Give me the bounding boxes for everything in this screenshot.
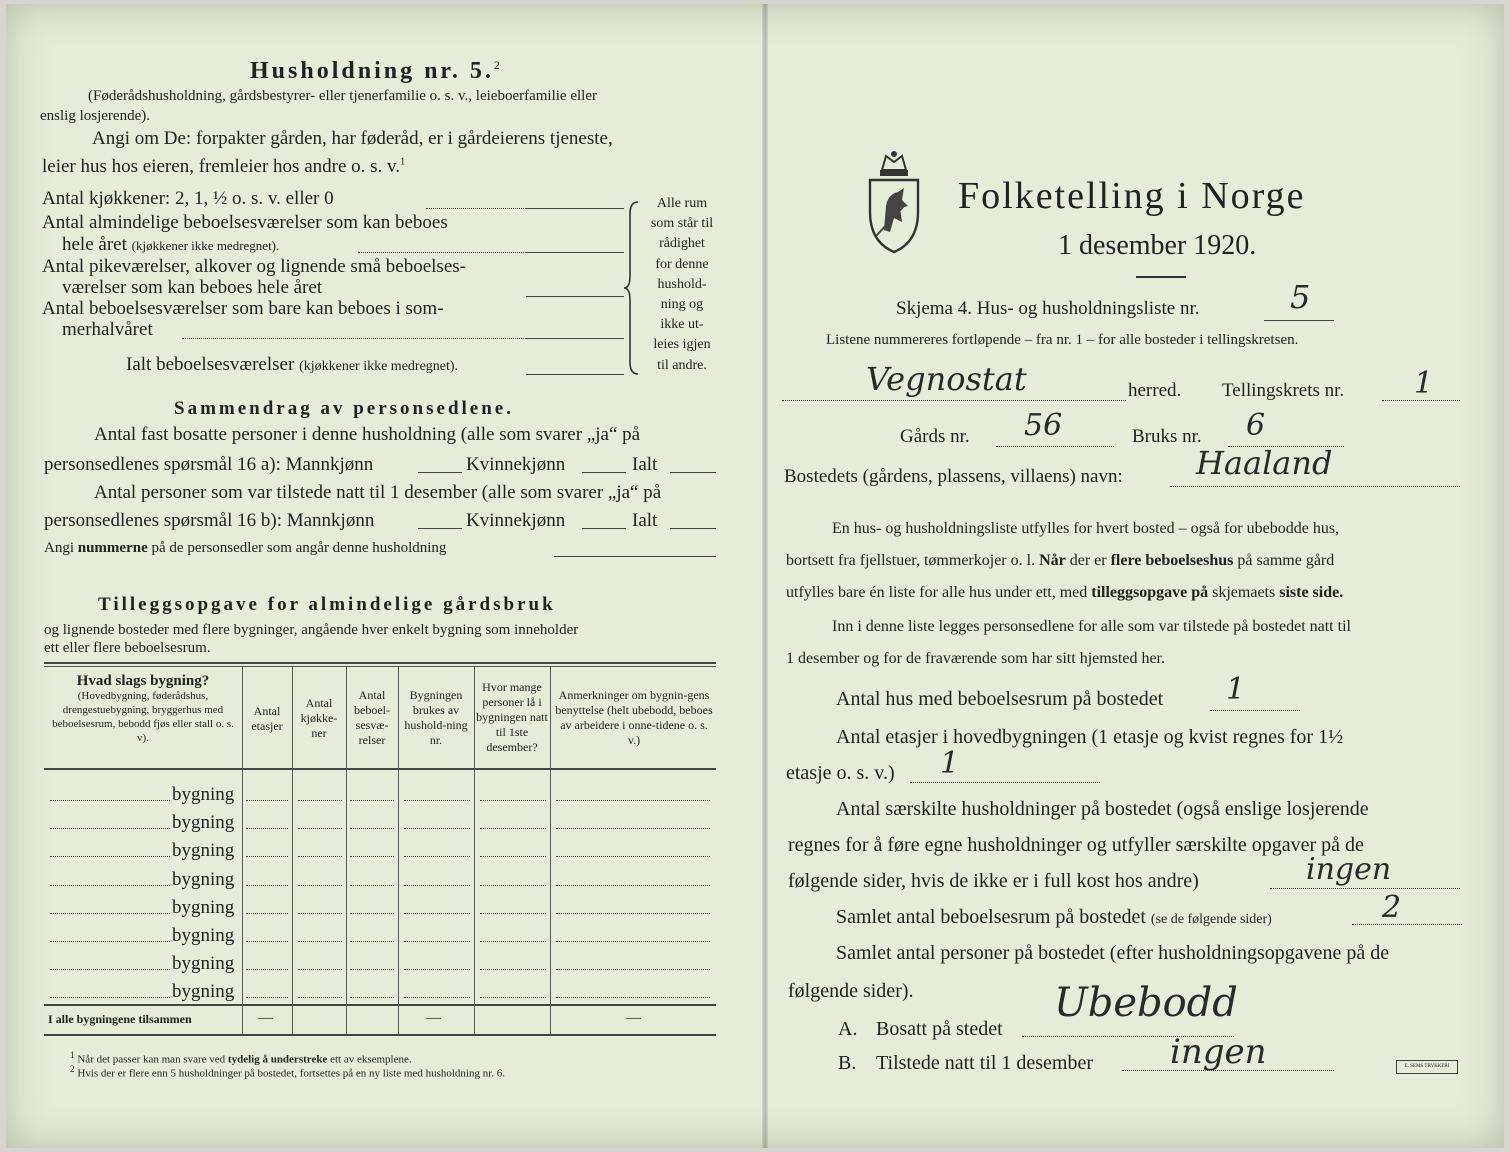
table-cell-answer-line bbox=[298, 969, 342, 970]
table-header-rule bbox=[44, 768, 716, 770]
brace-note-line: hushold- bbox=[657, 276, 707, 292]
tellingskrets-label: Tellingskrets nr. bbox=[1222, 380, 1345, 401]
table-cell-answer-line bbox=[404, 885, 470, 886]
room-line-small-answer bbox=[526, 296, 624, 297]
table-cell-answer-line bbox=[480, 997, 546, 998]
printer-stamp-text: E. SEMS TRYKKERI bbox=[1404, 1064, 1450, 1069]
summary-line-2b bbox=[44, 510, 374, 532]
total-dash-anmerkninger: — bbox=[626, 1010, 641, 1026]
herred-label: herred. bbox=[1128, 380, 1182, 401]
tilstede-label: B. bbox=[838, 1052, 857, 1074]
tellingskrets-value: 1 bbox=[1414, 366, 1434, 401]
table-col-divider bbox=[550, 666, 551, 1034]
bosted-answer-line bbox=[1170, 486, 1460, 487]
saerskilte-line-c: følgende sider, hvis de ikke er i full kost hos andre) bbox=[788, 870, 1199, 892]
samlet-rum-answer-line bbox=[1352, 924, 1462, 925]
room-line-ordinary-2-note: (kjøkkener ikke medregnet). bbox=[131, 238, 280, 253]
household-intro-2: enslig losjerende). bbox=[40, 108, 150, 124]
para1c-mid: skjemaets bbox=[1212, 584, 1276, 601]
page-fold bbox=[762, 4, 768, 1148]
table-cell-answer-line bbox=[350, 941, 394, 942]
ialt-2-answer bbox=[670, 528, 716, 529]
ialt-rooms-answer bbox=[526, 374, 624, 375]
footnote-1-bold: tydelig å understreke bbox=[227, 1053, 328, 1066]
samlet-rum-value: 2 bbox=[1382, 890, 1402, 925]
household-intro-1: (Føderådshusholdning, gårdsbestyrer- eller tjenerfamilie o. s. v., leieboerfamilie eller bbox=[88, 88, 597, 104]
ialt-rooms-note: (kjøkkener ikke medregnet). bbox=[299, 359, 459, 374]
table-cell-answer-line bbox=[556, 885, 710, 886]
para1-line-b bbox=[786, 552, 1334, 570]
brace-note-line: Alle rum bbox=[656, 196, 708, 211]
table-cell-answer-line bbox=[298, 856, 342, 857]
room-line-kitchens: Antal kjøkkener: 2, 1, ½ o. s. v. eller 0 bbox=[42, 188, 334, 209]
col-header-beboelsesvaerelser: Antal beboel-sesvæ-relser bbox=[354, 688, 390, 747]
herred-value: Vegnostat bbox=[866, 360, 1027, 398]
etasjer-value: 1 bbox=[940, 746, 960, 781]
samlet-pers-line-a: Samlet antal personer på bostedet (efter husholdningsopgavene på de bbox=[836, 942, 1390, 964]
col-header-husholdning: Bygningen brukes av hushold-ning nr. bbox=[404, 688, 468, 747]
bygning-label: bygning bbox=[172, 869, 235, 890]
para1c-bold2: siste side. bbox=[1279, 584, 1344, 601]
table-cell-answer-line bbox=[246, 856, 288, 857]
skjema-text: Skjema 4. Hus- og husholdningsliste nr. bbox=[896, 298, 1200, 319]
para2-line-b: 1 desember og for de fraværende som har sitt hjemsted her. bbox=[786, 650, 1165, 667]
table-bottom-rule bbox=[44, 1034, 716, 1036]
table-col-divider bbox=[242, 666, 243, 1034]
kvinne-2-answer bbox=[582, 528, 626, 529]
table-cell-answer-line bbox=[298, 885, 342, 886]
table-top-rule-2 bbox=[44, 666, 716, 667]
ialt-2-label: Ialt bbox=[632, 510, 658, 531]
col-header-anmerkninger: Anmerkninger om bygnin-gens benyttelse (helt ubebodd, beboes av arbeidere i onne-tidene o. s. v.) bbox=[555, 688, 713, 747]
etasjer-answer-line bbox=[910, 782, 1100, 783]
printer-stamp bbox=[1396, 1060, 1458, 1074]
table-cell-answer-line bbox=[556, 828, 710, 829]
room-line-ordinary-2-text: hele året bbox=[62, 234, 127, 255]
etasjer-line-a: Antal etasjer i hovedbygningen (1 etasje og kvist regnes for 1½ bbox=[836, 726, 1344, 748]
summary-heading: Sammendrag av personsedlene. bbox=[174, 398, 514, 419]
table-cell-answer-line bbox=[246, 913, 288, 914]
table-cell-answer-line bbox=[246, 941, 288, 942]
footnote-2-num: 2 bbox=[70, 1064, 75, 1074]
table-cell-answer-line bbox=[350, 856, 394, 857]
bygning-answer-line bbox=[50, 941, 170, 942]
samlet-rum-note: (se de følgende sider) bbox=[1150, 912, 1272, 927]
bygning-label: bygning bbox=[172, 981, 235, 1002]
table-cell-answer-line bbox=[350, 800, 394, 801]
table-cell-answer-line bbox=[480, 913, 546, 914]
summary-line-1b bbox=[44, 454, 373, 476]
nummerne-answer bbox=[554, 556, 716, 557]
norway-coat-of-arms-icon bbox=[864, 146, 924, 256]
table-cell-answer-line bbox=[480, 856, 546, 857]
nummerne-post: på de personsedler som angår denne husholdning bbox=[151, 540, 447, 556]
table-cell-answer-line bbox=[556, 969, 710, 970]
para1-line-a: En hus- og husholdningsliste utfylles for hvert bosted – også for ubebodde hus, bbox=[832, 520, 1340, 537]
angi-sup: 1 bbox=[400, 156, 406, 168]
bygning-label: bygning bbox=[172, 953, 235, 974]
bosatt-text: Bosatt på stedet bbox=[876, 1018, 1003, 1040]
footnote-2 bbox=[70, 1064, 505, 1080]
tilstede-value: ingen bbox=[1170, 1032, 1267, 1072]
room-line-ordinary-2 bbox=[62, 234, 279, 256]
listene-line: Listene nummereres fortløpende – fra nr. 1 – for alle bosteder i tellingskretsen. bbox=[826, 332, 1299, 348]
brace-note-line: rådighet bbox=[659, 236, 705, 252]
table-cell-answer-line bbox=[298, 800, 342, 801]
room-line-summer-dots bbox=[182, 338, 526, 339]
table-cell-answer-line bbox=[246, 828, 288, 829]
table-cell-answer-line bbox=[246, 997, 288, 998]
bygning-answer-line bbox=[50, 800, 170, 801]
tillegg-heading: Tilleggsopgave for almindelige gårdsbruk bbox=[98, 594, 556, 615]
nummerne-bold: nummerne bbox=[77, 540, 148, 556]
bygning-label: bygning bbox=[172, 812, 235, 833]
footnote-1-post: ett av eksemplene. bbox=[330, 1053, 412, 1066]
table-cell-answer-line bbox=[556, 856, 710, 857]
table-cell-answer-line bbox=[246, 800, 288, 801]
room-line-small-2: værelser som kan beboes hele året bbox=[62, 277, 323, 298]
table-cell-answer-line bbox=[350, 828, 394, 829]
samlet-rum-text: Samlet antal beboelsesrum på bostedet bbox=[836, 906, 1146, 928]
footnote-2-text: Hvis der er flere enn 5 husholdninger på bostedet, fortsettes på en ny liste med husholdning nr. 6. bbox=[77, 1067, 506, 1080]
tillegg-line-1: og lignende bosteder med flere bygninger, angående hver enkelt bygning som inneholder bbox=[44, 622, 579, 638]
room-line-ordinary: Antal almindelige beboelsesværelser som kan beboes bbox=[42, 212, 448, 233]
table-cell-answer-line bbox=[556, 913, 710, 914]
summary-2b-text: personsedlenes spørsmål 16 b): Mannkjønn bbox=[44, 510, 375, 531]
bruks-label: Bruks nr. bbox=[1132, 426, 1202, 447]
table-cell-answer-line bbox=[556, 997, 710, 998]
room-line-summer-2: merhalvåret bbox=[62, 319, 153, 340]
room-line-summer: Antal beboelsesværelser som bare kan beboes i som- bbox=[42, 298, 444, 319]
summary-line-2a: Antal personer som var tilstede natt til 1 desember (alle som svarer „ja“ på bbox=[94, 482, 662, 503]
para1c-pre: utfylles bare én liste for alle hus under ett, med bbox=[786, 584, 1088, 601]
herred-answer-line bbox=[782, 400, 1126, 401]
bygning-answer-line bbox=[50, 885, 170, 886]
saerskilte-line-b: regnes for å føre egne husholdninger og utfyller særskilte opgaver på de bbox=[788, 834, 1364, 856]
ialt-rooms bbox=[126, 354, 458, 376]
table-col-divider bbox=[398, 666, 399, 1034]
nummerne-line bbox=[44, 540, 446, 557]
col-header-kjokkener: Antal kjøkke-ner bbox=[300, 696, 338, 740]
brace-note bbox=[642, 194, 722, 376]
bygning-answer-line bbox=[50, 856, 170, 857]
bygning-answer-line bbox=[50, 997, 170, 998]
bosatt-value: Ubebodd bbox=[1054, 980, 1238, 1026]
table-cell-answer-line bbox=[404, 913, 470, 914]
etasjer-line-b: etasje o. s. v.) bbox=[786, 762, 895, 784]
summary-1b-text: personsedlenes spørsmål 16 a): Mannkjønn bbox=[44, 454, 374, 475]
tillegg-line-2: ett eller flere beboelsesrum. bbox=[44, 640, 211, 656]
table-total-rule bbox=[44, 1004, 716, 1006]
title-rule bbox=[1136, 276, 1186, 278]
table-cell-answer-line bbox=[404, 828, 470, 829]
footnote-1-num: 1 bbox=[70, 1050, 75, 1060]
gards-answer-line bbox=[996, 446, 1114, 447]
table-cell-answer-line bbox=[404, 800, 470, 801]
table-cell-answer-line bbox=[298, 828, 342, 829]
para1b-post: på samme gård bbox=[1237, 552, 1335, 569]
bygning-answer-line bbox=[50, 828, 170, 829]
brace-note-line: som står til bbox=[650, 216, 714, 232]
antal-hus-answer-line bbox=[1210, 710, 1300, 711]
bygning-answer-line bbox=[50, 913, 170, 914]
table-cell-answer-line bbox=[246, 885, 288, 886]
angi-line-2 bbox=[42, 156, 405, 178]
room-line-kitchens-answer bbox=[526, 208, 624, 209]
table-col-divider bbox=[346, 666, 347, 1034]
census-form-sheet bbox=[6, 4, 1504, 1148]
ialt-1-label: Ialt bbox=[632, 454, 658, 475]
table-cell-answer-line bbox=[480, 969, 546, 970]
gards-label: Gårds nr. bbox=[900, 426, 970, 447]
skjema-line bbox=[896, 298, 1199, 320]
kvinne-2-label: Kvinnekjønn bbox=[466, 510, 566, 531]
saerskilte-answer-line bbox=[1270, 888, 1460, 889]
antal-hus-label: Antal hus med beboelsesrum på bostedet bbox=[836, 688, 1164, 710]
antal-hus-value: 1 bbox=[1226, 672, 1246, 707]
table-cell-answer-line bbox=[404, 997, 470, 998]
para1b-mid: der er bbox=[1069, 552, 1107, 569]
tilstede-text: Tilstede natt til 1 desember bbox=[876, 1052, 1094, 1074]
bygning-label: bygning bbox=[172, 925, 235, 946]
col-header-building-title: Hvad slags bygning? bbox=[76, 673, 210, 689]
household-heading bbox=[250, 58, 500, 85]
kvinne-1-label: Kvinnekjønn bbox=[466, 454, 566, 475]
col-header-building-sub: (Hovedbygning, føderådshus, drengestuebygning, bryggerhus med beboelsesrum, bebodd fjøs eller stall o. s. v). bbox=[52, 690, 234, 744]
table-cell-answer-line bbox=[350, 997, 394, 998]
room-line-ordinary-answer bbox=[526, 252, 624, 253]
household-heading-sup: 2 bbox=[493, 58, 500, 72]
col-header-etasjer: Antal etasjer bbox=[251, 704, 283, 733]
table-cell-answer-line bbox=[298, 997, 342, 998]
col-header-building bbox=[48, 674, 238, 745]
table-cell-answer-line bbox=[246, 969, 288, 970]
table-cell-answer-line bbox=[556, 941, 710, 942]
bygning-label: bygning bbox=[172, 840, 235, 861]
table-cell-answer-line bbox=[350, 969, 394, 970]
angi-line-1: Angi om De: forpakter gården, har føderåd, er i gårdeierens tjeneste, bbox=[92, 128, 613, 149]
brace-note-line: for denne bbox=[655, 256, 709, 272]
table-cell-answer-line bbox=[298, 941, 342, 942]
saerskilte-line-a: Antal særskilte husholdninger på bostedet (også enslige losjerende bbox=[836, 798, 1369, 820]
mann-2-answer bbox=[418, 528, 462, 529]
skjema-nr-value: 5 bbox=[1290, 278, 1311, 316]
table-cell-answer-line bbox=[404, 969, 470, 970]
table-cell-answer-line bbox=[350, 913, 394, 914]
para1c-bold1: tilleggsopgave på bbox=[1091, 584, 1209, 601]
ialt-1-answer bbox=[670, 472, 716, 473]
para1b-bold2: flere beboelseshus bbox=[1110, 552, 1234, 569]
skjema-nr-line bbox=[1264, 320, 1334, 321]
room-line-ordinary-dots bbox=[358, 252, 526, 253]
table-cell-answer-line bbox=[298, 913, 342, 914]
gards-value: 56 bbox=[1024, 408, 1063, 443]
room-line-summer-answer bbox=[526, 338, 624, 339]
table-cell-answer-line bbox=[480, 828, 546, 829]
para1-line-c bbox=[786, 584, 1343, 602]
household-heading-text: Husholdning nr. 5. bbox=[250, 58, 494, 84]
ialt-rooms-text: Ialt beboelsesværelser bbox=[126, 354, 295, 375]
bosatt-label: A. bbox=[838, 1018, 858, 1040]
nummerne-pre: Angi bbox=[44, 540, 74, 556]
bosted-value: Haaland bbox=[1196, 444, 1333, 482]
table-top-rule bbox=[44, 662, 716, 664]
table-col-divider bbox=[292, 666, 293, 1034]
summary-line-1a: Antal fast bosatte personer i denne husholdning (alle som svarer „ja“ på bbox=[94, 424, 641, 445]
table-cell-answer-line bbox=[480, 885, 546, 886]
brace-icon bbox=[624, 200, 642, 376]
brace-note-line: ikke ut- bbox=[660, 317, 704, 333]
bygning-answer-line bbox=[50, 969, 170, 970]
form-date: 1 desember 1920. bbox=[1058, 230, 1257, 261]
mann-1-answer bbox=[418, 472, 462, 473]
bygning-label: bygning bbox=[172, 897, 235, 918]
footnote-1-pre: Når det passer kan man svare ved bbox=[77, 1053, 226, 1066]
total-dash-etasjer: — bbox=[258, 1010, 273, 1026]
col-header-personer: Hvor mange personer lå i bygningen natt til 1ste desember? bbox=[476, 680, 548, 754]
table-cell-answer-line bbox=[404, 856, 470, 857]
para1b-pre: bortsett fra fjellstuer, tømmerkojer o. l. bbox=[786, 552, 1036, 569]
total-label: I alle bygningene tilsammen bbox=[48, 1012, 192, 1026]
form-title: Folketelling i Norge bbox=[958, 175, 1306, 217]
brace-note-line: til andre. bbox=[657, 357, 707, 373]
bruks-value: 6 bbox=[1246, 408, 1266, 443]
para2-line-a: Inn i denne liste legges personsedlene for alle som var tilstede på bostedet natt til bbox=[832, 618, 1351, 635]
table-cell-answer-line bbox=[350, 885, 394, 886]
saerskilte-value: ingen bbox=[1306, 852, 1392, 887]
angi-line-2-text: leier hus hos eieren, fremleier hos andre o. s. v. bbox=[42, 156, 401, 177]
room-line-kitchens-dots bbox=[426, 208, 526, 209]
samlet-rum-line bbox=[836, 906, 1272, 929]
room-line-small: Antal pikeværelser, alkover og lignende små beboelses- bbox=[42, 256, 466, 277]
brace-note-line: leies igjen bbox=[653, 337, 711, 353]
para1b-bold1: Når bbox=[1039, 552, 1066, 569]
kvinne-1-answer bbox=[582, 472, 626, 473]
bosted-label: Bostedets (gårdens, plassens, villaens) navn: bbox=[784, 466, 1123, 487]
brace-note-line: ning og bbox=[660, 297, 704, 313]
table-col-divider bbox=[474, 666, 475, 1034]
table-cell-answer-line bbox=[480, 941, 546, 942]
table-cell-answer-line bbox=[404, 941, 470, 942]
table-cell-answer-line bbox=[480, 800, 546, 801]
table-cell-answer-line bbox=[556, 800, 710, 801]
bygning-label: bygning bbox=[172, 784, 235, 805]
total-dash-husholdning: — bbox=[426, 1010, 441, 1026]
samlet-pers-line-b: følgende sider). bbox=[788, 980, 914, 1002]
